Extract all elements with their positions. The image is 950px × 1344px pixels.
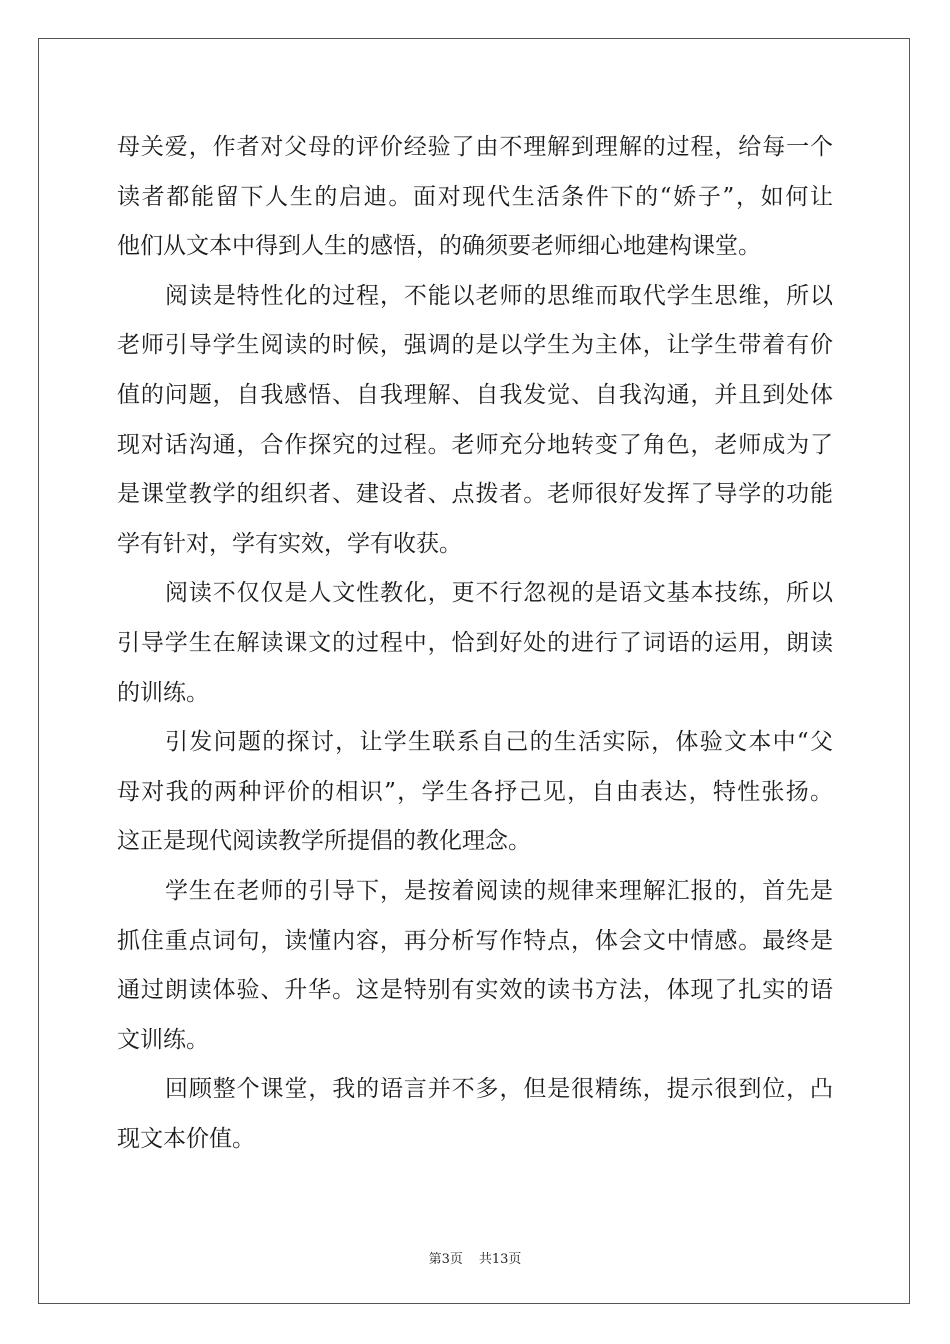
- text-line: 母关爱，作者对父母的评价经验了由不理解到理解的过程，给每一个: [117, 134, 833, 160]
- text-line: 的训练。: [117, 679, 209, 706]
- text-line: 是课堂教学的组织者、建设者、点拨者。老师很好发挥了导学的功能: [117, 481, 833, 508]
- text-line: 老师引导学生阅读的时候，强调的是以学生为主体，让学生带着有价: [117, 332, 833, 359]
- text-line: 读者都能留下人生的启迪。面对现代生活条件下的“娇子”，如何让: [117, 183, 833, 210]
- text-line: 学有针对，学有实效，学有收获。: [117, 530, 462, 557]
- paragraph: [117, 123, 833, 272]
- text-line: 引导学生在解读课文的过程中，恰到好处的进行了词语的运用，朗读: [117, 629, 833, 656]
- current-page-label: 第3页: [428, 1252, 463, 1267]
- text-line: 抓住重点词句，读懂内容，再分析写作特点，体会文中情感。最终是: [117, 927, 833, 954]
- page-footer: [0, 1248, 950, 1267]
- total-pages-label: 共13页: [478, 1252, 522, 1267]
- paragraph: [117, 1065, 833, 1164]
- document-body: [117, 123, 833, 1164]
- paragraph: [117, 272, 833, 570]
- text-line: 学生在老师的引导下，是按着阅读的规律来理解汇报的，首先是: [165, 877, 833, 904]
- text-line: 这正是现代阅读教学所提倡的教化理念。: [117, 828, 531, 855]
- text-line: 现文本价值。: [117, 1125, 255, 1152]
- paragraph: [117, 867, 833, 1065]
- text-line: 现对话沟通，合作探究的过程。老师充分地转变了角色，老师成为了: [117, 431, 833, 458]
- paragraph: [117, 569, 833, 718]
- text-line: 引发问题的探讨，让学生联系自己的生活实际，体验文本中“父: [165, 729, 833, 756]
- text-line: 通过朗读体验、升华。这是特别有实效的读书方法，体现了扎实的语: [117, 977, 833, 1004]
- text-line: 回顾整个课堂，我的语言并不多，但是很精练，提示很到位，凸: [165, 1076, 833, 1103]
- text-line: 文训练。: [117, 1026, 209, 1053]
- text-line: 值的问题，自我感悟、自我理解、自我发觉、自我沟通，并且到处体: [117, 381, 833, 408]
- text-line: 阅读不仅仅是人文性教化，更不行忽视的是语文基本技练，所以: [165, 580, 833, 607]
- text-line: 他们从文本中得到人生的感悟，的确须要老师细心地建构课堂。: [117, 233, 761, 260]
- text-line: 阅读是特性化的过程，不能以老师的思维而取代学生思维，所以: [165, 282, 833, 309]
- paragraph: [117, 718, 833, 867]
- text-line: 母对我的两种评价的相识”，学生各抒己见，自由表达，特性张扬。: [117, 778, 833, 805]
